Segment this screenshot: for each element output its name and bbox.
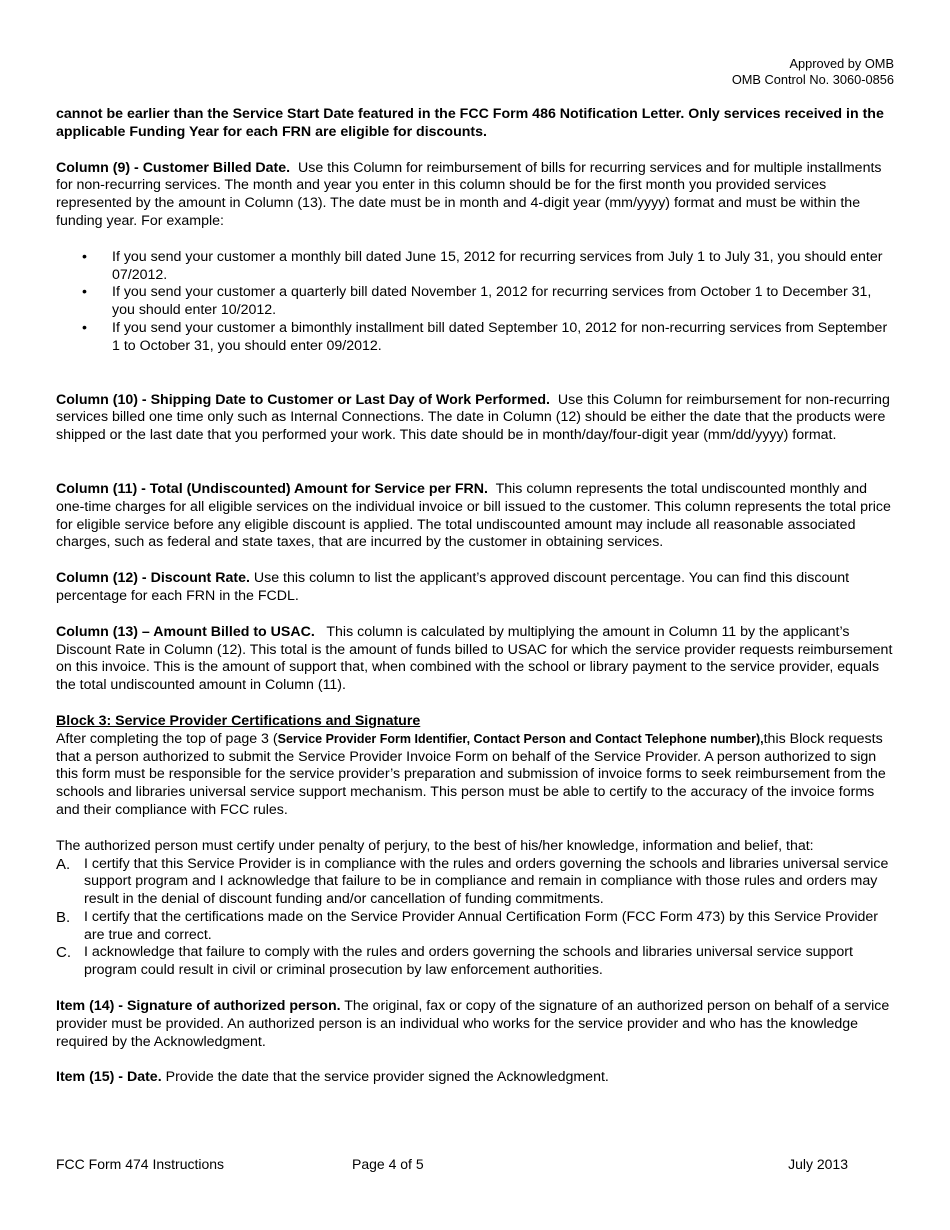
certify-intro: The authorized person must certify under penalty of perjury, to the best of his/her knowledge, information and belief, that: [56,837,814,854]
footer-page-number: Page 4 of 5 [352,1156,424,1172]
footer-form-name: FCC Form 474 Instructions [56,1156,225,1172]
block-3-heading: Block 3: Service Provider Certifications and Signature [56,712,421,729]
list-item: • If you send your customer a monthly bill dated June 15, 2012 for recurring services from July 1 to July 31, you should enter 07/2012. [82,248,883,283]
omb-control-number: OMB Control No. 3060-0856 [731,72,894,87]
item-15-paragraph: Item (15) - Date. Provide the date that the service provider signed the Acknowledgment. [56,1069,609,1086]
column-12-paragraph: Column (12) - Discount Rate. Use this column to list the applicant’s approved discount percentage. You can find this discount percentage for each FRN in the FCDL. [56,570,850,604]
item-14-paragraph: Item (14) - Signature of authorized person. The original, fax or copy of the signature of an authorized person on behalf of a service provider must be provided. An authorized person is an individual who works for the service provider and who has the knowledge required by the Acknowledgment. [56,998,890,1050]
list-item: A. I certify that this Service Provider is in compliance with the rules and orders governing the schools and libraries universal service support program and I acknowledge that failure to be in compliance and remain in compliance with those rules and orders may result in the denial of discount funding and/or cancellation of funding commitments. [56,855,889,908]
column-9-text: Use this Column for reimbursement of bills for recurring services and for multiple installments for non-recurring services. The month and year you enter in this column should be for the first month you provided services represented by the amount in Column (13). The date must be in month and 4-digit year (mm/yyyy) format and must be within the funding year. For example: [56,159,882,229]
intro-paragraph: cannot be earlier than the Service Start Date featured in the FCC Form 486 Notification Letter. Only services received in the applicable Funding Year for each FRN are eligible for discounts. [56,106,884,140]
list-item: • If you send your customer a bimonthly installment bill dated September 10, 2012 for non-recurring services from September 1 to October 31, you should enter 09/2012. [82,319,888,354]
bullet-icon: • [82,319,87,336]
column-13-paragraph: Column (13) – Amount Billed to USAC. This column is calculated by multiplying the amount in Column 11 by the applicant’s Discount Rate in Column (12). This total is the amount of funds billed to USAC for which the service provider requests reimbursement on this invoice. This is the amount of support that, when combined with the school or library payment to the service provider, equals the total undiscounted amount in Column (11). [56,623,893,694]
footer-date: July 2013 [788,1156,848,1172]
bullet-icon: • [82,248,87,265]
column-10-title: Column (10) - Shipping Date to Customer or Last Day of Work Performed. [56,391,550,408]
column-9-title: Column (9) - Customer Billed Date. [56,159,291,176]
column-10-paragraph: Column (10) - Shipping Date to Customer or Last Day of Work Performed. Use this Column for reimbursement for non-recurring services billed one time only such as Internal Connections. The date in Column (12) should be either the date that the products were shipped or the last date that you performed your work. This date should be in month/day/four-digit year (mm/dd/yyyy) format. [56,391,890,444]
column-11-paragraph: Column (11) - Total (Undiscounted) Amount for Service per FRN. This column represents the total undiscounted monthly and one-time charges for all eligible services on the individual invoice or bill issued to the customer. This column represents the total price for eligible service before any eligible discount is applied. The total undiscounted amount may include all reasonable associated charges, such as federal and state taxes, that are incurred by the customer in obtaining services. [56,480,891,551]
certification-list [56,856,894,981]
list-item: C. I acknowledge that failure to comply with the rules and orders governing the schools and libraries universal service support program could result in civil or criminal prosecution by law enforcement authorities. [56,944,853,979]
instructions-body [56,106,894,1087]
column-9-paragraph [56,160,894,231]
item-14-title: Item (14) - Signature of authorized person. [56,998,341,1015]
billing-examples-list [56,249,894,356]
omb-approved-text: Approved by OMB [789,56,894,71]
omb-approval [732,56,894,88]
list-item: • If you send your customer a quarterly bill dated November 1, 2012 for recurring services from October 1 to December 31, you should enter 10/2012. [82,284,872,319]
column-13-title: Column (13) – Amount Billed to USAC. [56,623,315,640]
column-12-title: Column (12) - Discount Rate. [56,570,250,587]
item-15-title: Item (15) - Date. [56,1069,162,1086]
bullet-icon: • [82,284,87,301]
list-item: B. I certify that the certifications made on the Service Provider Annual Certification Form (FCC Form 473) by this Service Provider are true and correct. [56,908,879,943]
column-11-title: Column (11) - Total (Undiscounted) Amount for Service per FRN. [56,480,488,497]
block-3-paragraph: After completing the top of page 3 (Service Provider Form Identifier, Contact Person and Contact Telephone number),this Block requests that a person authorized to submit the Service Provider Invoice Form on behalf of the Service Provider. A person authorized to sign this form must be responsible for the service provider’s preparation and submission of invoice forms to seek reimbursement from the schools and libraries universal service support mechanism. This person must be able to certify to the accuracy of the invoice forms and their compliance with FCC rules. [56,730,886,818]
